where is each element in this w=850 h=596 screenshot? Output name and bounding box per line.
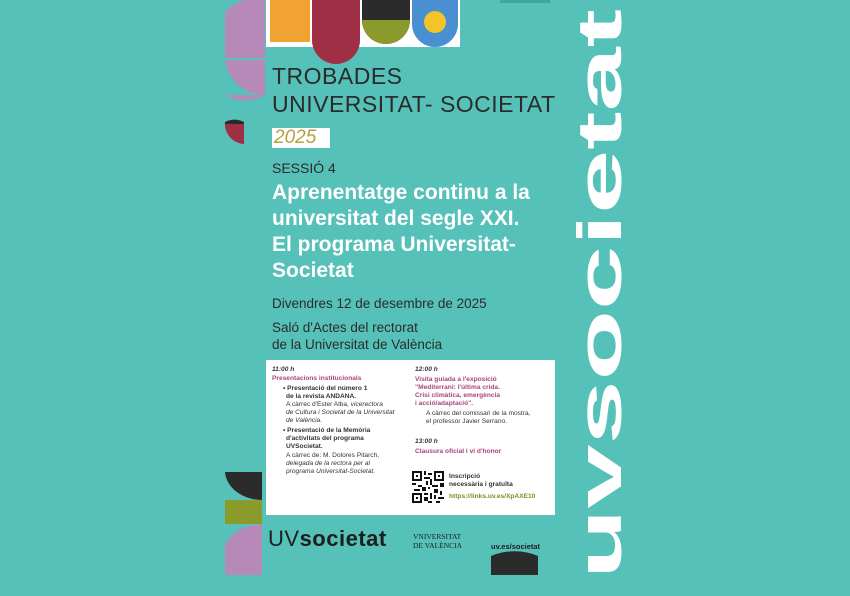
event-series-title	[272, 62, 556, 118]
block-heading: "Mediterrani: l'última crida.	[415, 384, 500, 391]
time-13: 13:00 h	[415, 438, 438, 445]
item-title: de la revista ANDANA.	[286, 393, 357, 400]
university-line-2: DE VALÈNCIA	[413, 541, 463, 550]
series-line-2: UNIVERSITAT- SOCIETAT	[272, 91, 556, 117]
item-detail: el professor Javier Serrano.	[426, 418, 507, 425]
venue-line-1: Saló d'Actes del rectorat	[272, 320, 418, 335]
item-title: UVSocietat.	[286, 443, 323, 450]
university-logo	[413, 532, 462, 550]
title-line: Societat	[272, 259, 354, 282]
university-line-1: VNIVERSITAT	[413, 532, 462, 541]
uvsocietat-logo: UVsocietat	[268, 526, 387, 551]
block-heading: i acció/adaptació".	[415, 400, 474, 407]
year-badge: 2025	[272, 128, 330, 148]
block-heading: Crisi climàtica, emergència	[415, 392, 501, 399]
item-title: d'activitats del programa	[286, 435, 364, 442]
block-heading: Presentacions institucionals	[272, 375, 362, 382]
venue-line-2: de la Universitat de València	[272, 337, 443, 352]
time-11: 11:00 h	[272, 366, 295, 373]
vertical-brand-word	[566, 0, 638, 594]
session-label: SESSIÓ 4	[272, 160, 336, 176]
event-date: Divendres 12 de desembre de 2025	[272, 296, 487, 311]
svg-text:uvsocietat: uvsocietat	[566, 272, 635, 579]
title-line: universitat del segle XXI.	[272, 207, 520, 230]
title-line: Aprenentatge continu a la	[272, 181, 530, 204]
item-detail: de València.	[286, 417, 323, 424]
item-detail: A càrrec de: M. Dolores Pitarch,	[286, 452, 380, 459]
event-venue	[272, 319, 442, 353]
time-12: 12:00 h	[415, 366, 438, 373]
item-detail: A càrrec d'Ester Alba, vicerectora	[286, 401, 383, 408]
registration-line-1: Inscripció	[449, 473, 481, 480]
item-detail: de Cultura i Societat de la Universitat	[286, 409, 395, 416]
registration-line-2: necessària i gratuïta	[449, 481, 513, 488]
item-title: • Presentació del número 1	[283, 385, 368, 392]
item-title: • Presentació de la Memòria	[283, 427, 371, 434]
session-title	[272, 180, 572, 284]
block-heading: Visita guiada a l'exposició	[415, 376, 497, 383]
series-line-1: TROBADES	[272, 63, 403, 89]
program-box	[266, 360, 555, 515]
footer-url[interactable]: uv.es/societat	[491, 542, 541, 551]
title-line: El programa Universitat-	[272, 233, 516, 256]
qr-code-icon[interactable]	[412, 471, 444, 503]
item-detail: A càrrec del comissari de la mostra,	[426, 410, 531, 417]
item-detail: programa Universitat-Societat.	[286, 468, 376, 475]
block-heading: Clausura oficial i vi d'honor	[415, 448, 502, 455]
registration-link[interactable]: https://links.uv.es/XpAXE10	[449, 493, 536, 500]
item-detail: delegada de la rectora per al	[286, 460, 370, 467]
